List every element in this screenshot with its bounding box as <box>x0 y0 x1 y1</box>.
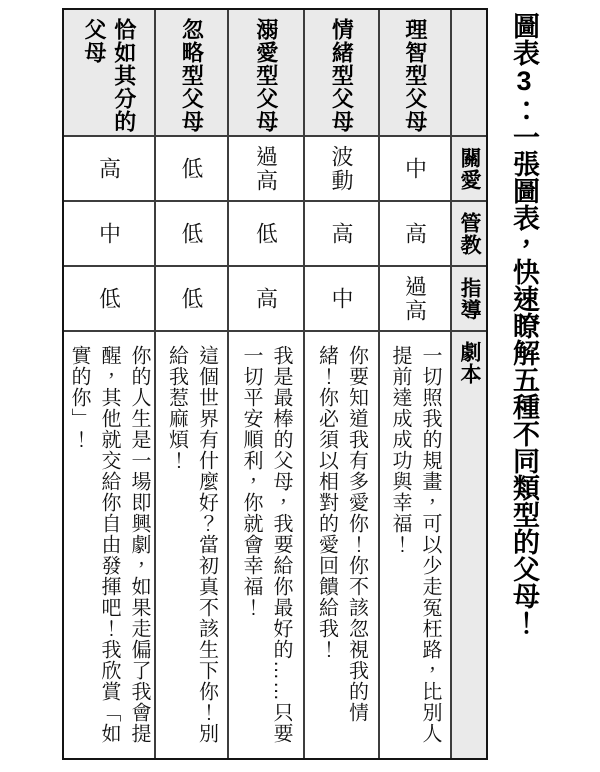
header-emotional-parents <box>305 10 378 135</box>
script-rational: 一切照我的規畫，可以少走冤枉路，比別人提前達成成功與幸福！ <box>380 332 450 758</box>
row-label-guidance: 指導 <box>452 267 486 330</box>
script-emotional: 你要知道我有多愛你！你不該忽視我的情緒！你必須以相對的愛回饋給我！ <box>305 332 378 758</box>
header-just-right-parents <box>64 10 154 135</box>
chart-title: 圖表3：一張圖表，快速瞭解五種不同類型的父母！ <box>509 12 540 636</box>
header-label: 情緒型父母 <box>329 18 355 133</box>
header-doting-parents <box>229 10 303 135</box>
row-label-care: 關愛 <box>452 137 486 200</box>
discipline-just-right: 中 <box>64 202 154 265</box>
care-doting: 過高 <box>229 137 303 200</box>
row-label-script: 劇本 <box>452 332 486 758</box>
corner-cell <box>452 10 486 135</box>
script-just-right: 你的人生是一場即興劇，如果走偏了我會提醒，其他就交給你自由發揮吧！我欣賞「如實的你」！ <box>64 332 154 758</box>
discipline-emotional: 高 <box>305 202 378 265</box>
guidance-doting: 高 <box>229 267 303 330</box>
header-rational-parents <box>380 10 450 135</box>
guidance-emotional: 中 <box>305 267 378 330</box>
care-neglectful: 低 <box>156 137 227 200</box>
guidance-neglectful: 低 <box>156 267 227 330</box>
care-just-right: 高 <box>64 137 154 200</box>
discipline-rational: 高 <box>380 202 450 265</box>
header-label: 恰如其分的父母 <box>82 18 137 133</box>
guidance-just-right: 低 <box>64 267 154 330</box>
row-label-discipline: 管教 <box>452 202 486 265</box>
discipline-neglectful: 低 <box>156 202 227 265</box>
header-neglectful-parents <box>156 10 227 135</box>
care-rational: 中 <box>380 137 450 200</box>
discipline-doting: 低 <box>229 202 303 265</box>
header-label: 溺愛型父母 <box>253 18 279 133</box>
header-label: 理智型父母 <box>402 18 428 133</box>
care-emotional: 波動 <box>305 137 378 200</box>
script-doting: 我是最棒的父母，我要給你最好的……只要一切平安順利，你就會幸福！ <box>229 332 303 758</box>
header-label: 忽略型父母 <box>179 18 205 133</box>
guidance-rational: 過高 <box>380 267 450 330</box>
parent-types-table <box>62 8 488 760</box>
script-neglectful: 這個世界有什麼好？當初真不該生下你！別給我惹麻煩！ <box>156 332 227 758</box>
